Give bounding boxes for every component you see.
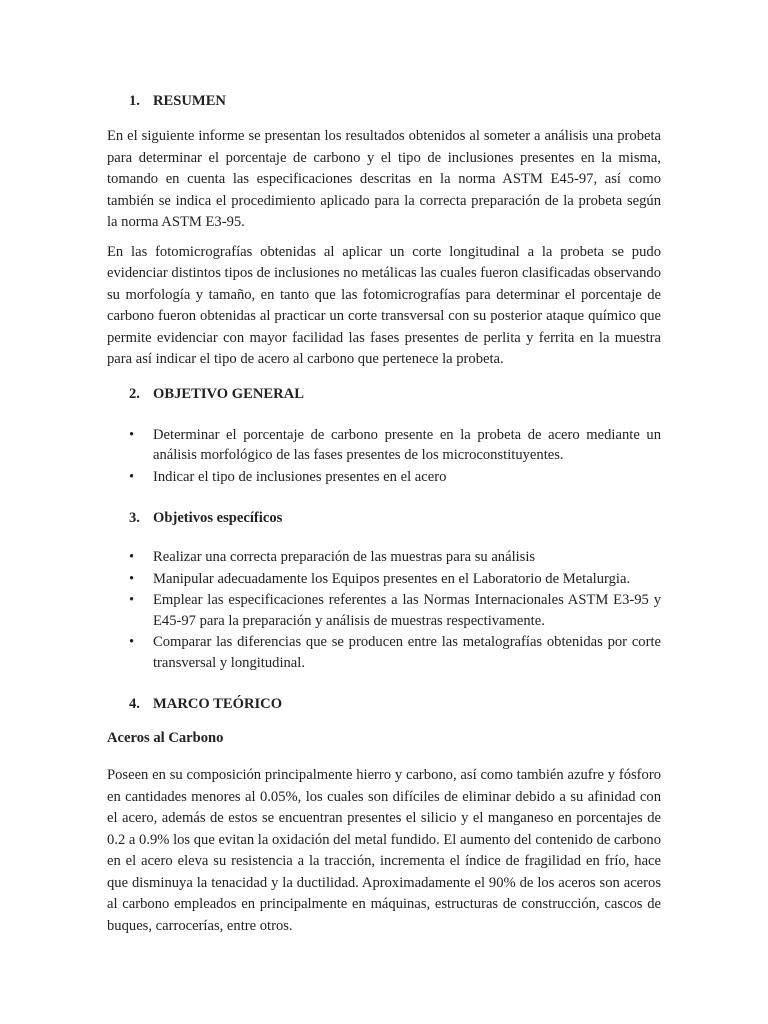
list-objetivo-general [107,425,661,488]
paragraph-resumen-2: En las fotomicrografías obtenidas al aplicar un corte longitudinal a la probeta se pudo evidenciar distintos tipos de inclusiones no metálicas las cuales fueron clasificadas observando su morfología y tamaño, en tanto que las fotomicrografías para determinar el porcentaje de carbono fueron obtenidas al practicar un corte transversal con su posterior ataque químico que permite evidenciar con mayor facilidad las fases presentes de perlita y ferrita en la muestra para así indicar el tipo de acero al carbono que pertenece la probeta. [107,243,661,367]
list-item [107,569,661,590]
bullet-icon: • [129,426,135,443]
list-item [107,547,661,568]
heading-title: RESUMEN [153,93,226,109]
list-item [107,632,661,673]
list-item [107,590,661,631]
bullet-icon: • [129,549,135,565]
heading-number: 1. [129,93,140,109]
list-item [107,467,661,488]
heading-objetivo-general [129,383,661,405]
paragraph-marco-teorico: Poseen en su composición principalmente hierro y carbono, así como también azufre y fósforo en cantidades menores al 0.05%, los cuales son difíciles de eliminar debido a su afinidad con el acero, además de estos se encuentran presentes el silicio y el manganeso en porcentajes de 0.2 a 0.9% los que evitan la oxidación del metal fundido. El aumento del contenido de carbono en el acero eleva su resistencia a la tracción, incrementa el índice de fragilidad en frío, hace que disminuya la tenacidad y la ductilidad. Aproximadamente el 90% de los aceros son aceros al carbono empleados en principalmente en máquinas, estructuras de construcción, cascos de buques, carrocerías, entre otros. [107,767,661,934]
list-item-text: Determinar el porcentaje de carbono presente en la probeta de acero mediante un análisis morfológico de las fases presentes de los microconstituyentes. [153,426,661,463]
list-item-text: Indicar el tipo de inclusiones presentes en el acero [153,468,447,485]
heading-title: OBJETIVO GENERAL [153,385,304,402]
heading-number: 2. [129,385,140,402]
heading-title: Objetivos específicos [153,510,283,526]
bullet-icon: • [129,634,135,650]
heading-resumen [129,90,661,112]
heading-number: 3. [129,510,140,526]
list-item-text: Comparar las diferencias que se producen entre las metalografías obtenidas por corte transversal y longitudinal. [153,634,661,671]
list-item-text: Realizar una correcta preparación de las muestras para su análisis [153,549,536,565]
heading-number: 4. [129,696,140,712]
list-objetivos-especificos [107,547,661,673]
list-item-text: Emplear las especificaciones referentes a las Normas Internacionales ASTM E3-95 y E45-97 para la preparación y análisis de muestras respectivamente. [153,592,661,629]
paragraph-resumen-1: En el siguiente informe se presentan los resultados obtenidos al someter a análisis una probeta para determinar el porcentaje de carbono y el tipo de inclusiones presentes en la misma, tomando en cuenta las especificaciones descritas en la norma ASTM E45-97, así como también se indica el procedimiento aplicado para la correcta preparación de la probeta según la norma ASTM E3-95. [107,128,661,230]
heading-objetivos-especificos [129,507,661,529]
bullet-icon: • [129,570,135,587]
heading-title: MARCO TEÓRICO [153,696,283,712]
heading-marco-teorico [129,693,661,715]
list-item-text: Manipular adecuadamente los Equipos presentes en el Laboratorio de Metalurgia. [153,570,631,587]
list-item [107,425,661,466]
bullet-icon: • [129,468,135,485]
subheading-aceros-al-carbono: Aceros al Carbono [107,730,224,746]
bullet-icon: • [129,592,135,608]
